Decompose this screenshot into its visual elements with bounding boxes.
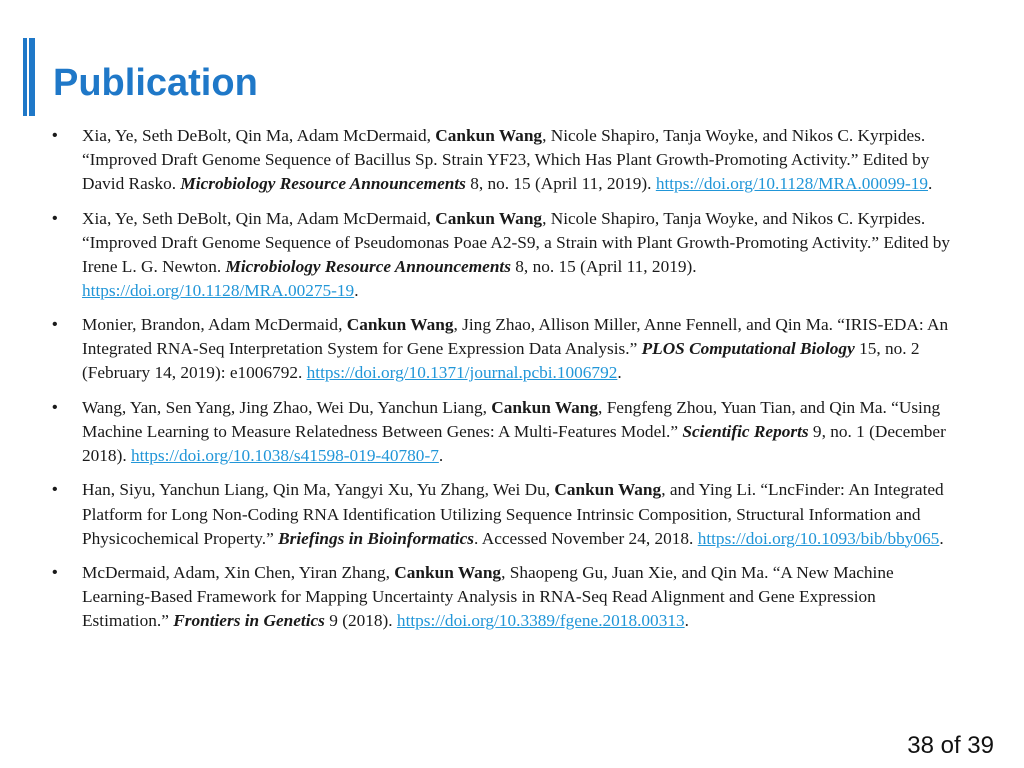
reference-item xyxy=(47,561,952,633)
citation-text: . xyxy=(438,446,444,466)
highlighted-author: Cankun Wang xyxy=(491,397,599,417)
reference-item xyxy=(47,207,952,303)
citation-text: Xia, Ye, Seth DeBolt, Qin Ma, Adam McDermaid, xyxy=(82,208,436,228)
reference-item xyxy=(47,478,952,550)
reference-text xyxy=(82,563,894,630)
journal-title: Microbiology Resource Announcements xyxy=(225,256,511,276)
citation-text: , Fengfeng Zhou, Yuan Tian, and Qin Ma. “Using Machine Learning to Measure Relatedness Between Genes: A Multi-Features Model.” xyxy=(82,397,941,441)
reference-item xyxy=(47,313,952,385)
reference-text xyxy=(82,315,948,382)
citation-text: Wang, Yan, Sen Yang, Jing Zhao, Wei Du, Yanchun Liang, xyxy=(82,397,492,417)
citation-text: , Shaopeng Gu, Juan Xie, and Qin Ma. “A New Machine Learning-Based Framework for Mapping Uncertainty Analysis in RNA-Seq Read Alignment and Gene Expression Estimation.” xyxy=(82,562,894,631)
reference-list xyxy=(47,124,952,644)
highlighted-author: Cankun Wang xyxy=(435,208,543,228)
bullet-icon: • xyxy=(52,563,58,581)
bullet-icon: • xyxy=(52,209,58,227)
bullet-icon: • xyxy=(52,127,58,144)
journal-title: PLOS Computational Biology xyxy=(641,339,855,359)
journal-title: Scientific Reports xyxy=(682,421,809,441)
citation-text: 8, no. 15 (April 11, 2019). xyxy=(510,256,697,276)
journal-title: Microbiology Resource Announcements xyxy=(180,174,466,194)
reference-item xyxy=(47,124,952,196)
citation-text: , and Ying Li. “LncFinder: An Integrated Platform for Long Non-Coding RNA Identification Utilizing Sequence Intrinsic Composition, Structural Information and Physicochemical Property.” xyxy=(82,480,944,548)
page-title: Publication xyxy=(53,62,258,104)
doi-link[interactable]: https://doi.org/10.1371/journal.pcbi.1006792 xyxy=(306,363,618,383)
page-number: 38 of 39 xyxy=(907,732,994,759)
bullet-icon: • xyxy=(52,398,58,416)
citation-text: , Jing Zhao, Allison Miller, Anne Fennell, and Qin Ma. “IRIS-EDA: An Integrated RNA-Seq Interpretation System for Gene Expression Data Analysis.” xyxy=(82,315,949,359)
journal-title: Frontiers in Genetics xyxy=(173,611,325,631)
citation-text: 9, no. 1 (December 2018). xyxy=(82,421,946,466)
citation-text: 8, no. 15 (April 11, 2019). xyxy=(465,174,656,194)
highlighted-author: Cankun Wang xyxy=(435,126,543,145)
doi-link[interactable]: https://doi.org/10.1038/s41598-019-40780-7 xyxy=(130,446,439,466)
journal-title: Briefings in Bioinformatics xyxy=(278,528,475,548)
reference-text xyxy=(82,480,944,547)
highlighted-author: Cankun Wang xyxy=(554,480,662,500)
doi-link[interactable]: https://doi.org/10.1128/MRA.00275-19 xyxy=(82,280,355,300)
citation-text: . xyxy=(617,363,622,383)
reference-text xyxy=(82,209,950,300)
highlighted-author: Cankun Wang xyxy=(394,562,502,582)
citation-text: . xyxy=(354,280,359,300)
citation-text: McDermaid, Adam, Xin Chen, Yiran Zhang, xyxy=(82,562,395,582)
bullet-icon: • xyxy=(52,481,58,499)
citation-text: Monier, Brandon, Adam McDermaid, xyxy=(82,315,347,335)
citation-text: , Nicole Shapiro, Tanja Woyke, and Nikos C. Kyrpides. “Improved Draft Genome Sequence of Bacillus Sp. Strain YF23, Which Has Plant Growth-Promoting Activity.” Edited by David Rasko. xyxy=(82,126,930,194)
doi-link[interactable]: https://doi.org/10.3389/fgene.2018.00313 xyxy=(396,611,685,631)
doi-link[interactable]: https://doi.org/10.1128/MRA.00099-19 xyxy=(655,174,929,194)
citation-text: . xyxy=(928,174,933,194)
citation-text: Han, Siyu, Yanchun Liang, Qin Ma, Yangyi Xu, Yu Zhang, Wei Du, xyxy=(82,480,555,500)
reference-text xyxy=(82,126,932,193)
bullet-icon: • xyxy=(52,316,58,334)
citation-text: . Accessed November 24, 2018. xyxy=(474,528,698,548)
citation-text: 15, no. 2 (February 14, 2019): e1006792. xyxy=(82,339,920,383)
highlighted-author: Cankun Wang xyxy=(346,315,454,335)
reference-text xyxy=(82,398,946,465)
doi-link[interactable]: https://doi.org/10.1093/bib/bby065 xyxy=(697,528,940,548)
citation-text: 9 (2018). xyxy=(324,611,397,631)
title-accent-bar xyxy=(23,38,35,116)
citation-text: . xyxy=(939,528,944,548)
citation-text: Xia, Ye, Seth DeBolt, Qin Ma, Adam McDermaid, xyxy=(82,126,436,145)
reference-item xyxy=(47,396,952,468)
citation-text: , Nicole Shapiro, Tanja Woyke, and Nikos C. Kyrpides. “Improved Draft Genome Sequence of Pseudomonas Poae A2-S9, a Strain with Plant Growth-Promoting Activity.” Edited by Irene L. G. Newton. xyxy=(82,208,951,276)
citation-text: . xyxy=(684,611,689,631)
